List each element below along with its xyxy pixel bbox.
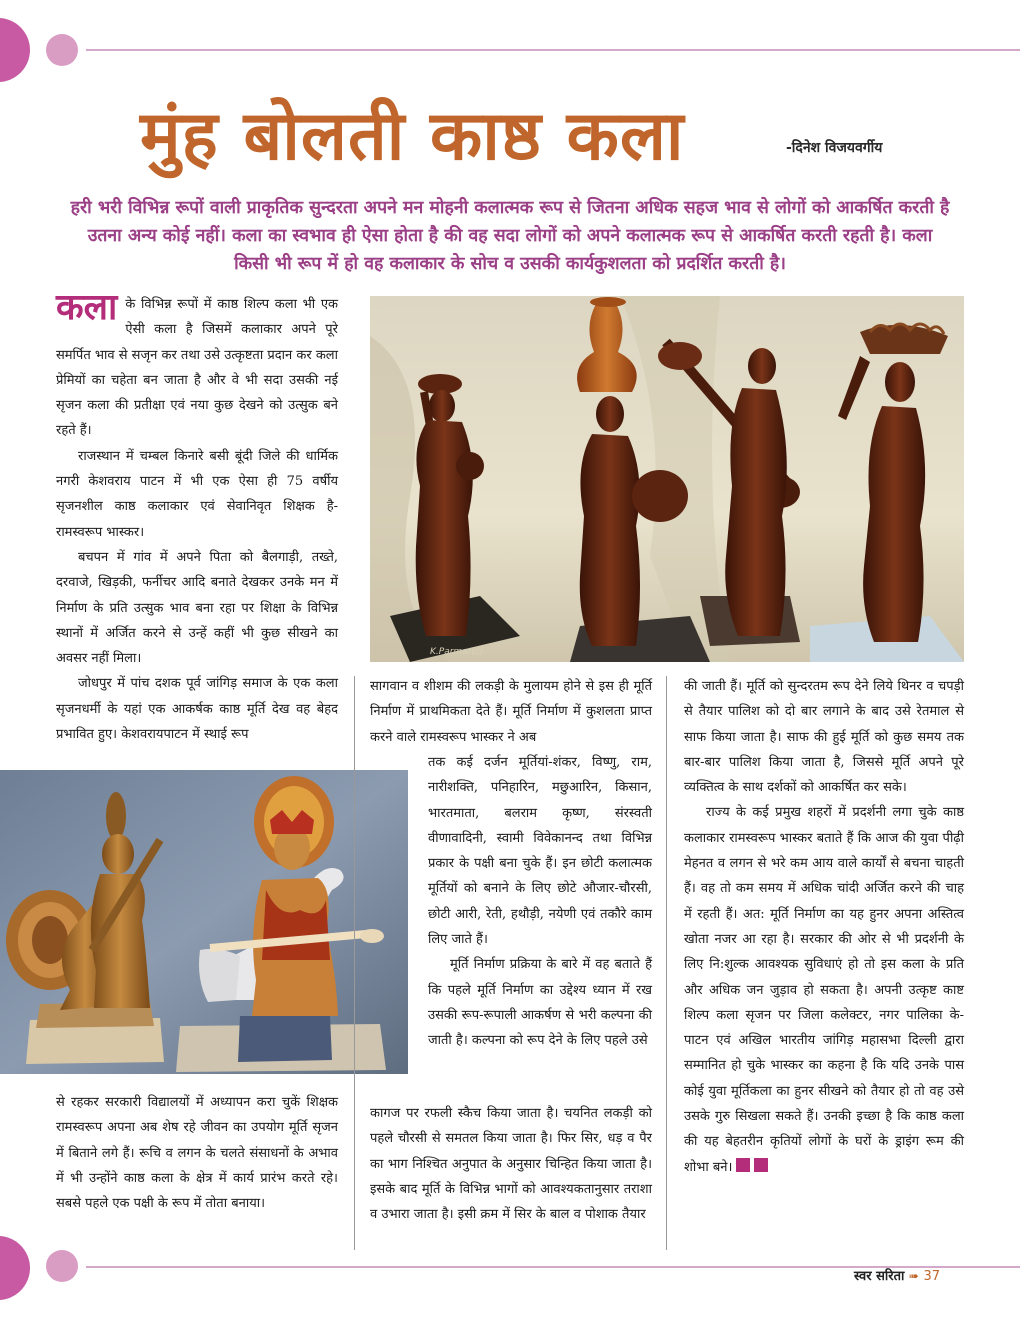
article-intro: हरी भरी विभिन्न रूपों वाली प्राकृतिक सुन्दरता अपने मन मोहनी कलात्मक रूप से जितना अधिक सहज भाव से लोगों को आकर्षित करती है उतना अन्य कोई नहीं। कला का स्वभाव ही ऐसा होता है की वह सदा लोगों को अपने कलात्मक रूप से आकर्षित करती रहती है। कला किसी भी रूप में हो वह कलाकार के सोच व उसकी कार्यकुशलता को प्रदर्शित करती है। [70, 198, 950, 274]
page-number: 37 [923, 1269, 941, 1284]
arrow-icon: ➠ [908, 1269, 919, 1283]
col2-paragraph-1b: तक कई दर्जन मूर्तियां-शंकर, विष्णु, राम, नारीशक्ति, पनिहारिन, मछुआरिन, किसान, भारतमाता, बलराम कृष्ण, संरस्वती वीणावादिनी, स्वामी विवेकानन्द तथा विभिन्न प्रकार के पक्षी बना चुके हैं। इन छोटी कलात्मक मूर्तियों को बनाने के लिए छोटे औजार-चौरसी, छोटी आरी, रेती, हथौड़ी, नयेणी एवं तकौरे काम लिए जाते हैं। [428, 755, 652, 948]
dropcap: कला [56, 287, 118, 328]
photo-four-statues [370, 296, 964, 662]
col1-paragraph-5: से रहकर सरकारी विद्यालयों में अध्यापन करा चुकें शिक्षक रामस्वरूप अपना अब शेष रहे जीवन का उपयोग मूर्ति सृजन में बिताने लगे हैं। रूचि व लगन के चलते संसाधनों के अभाव में भी उन्होंने काष्ठ कला के क्षेत्र में कार्य प्रारंभ करते रहे। सबसे पहले एक पक्षी के रूप में तोता बनाया। [56, 1095, 338, 1212]
decor-circle-small [46, 34, 78, 66]
column-2-top [370, 674, 652, 750]
col3-paragraph-1: की जाती हैं। मूर्ति को सुन्दरतम रूप देने लिये थिनर व चपड़ी से तैयार पालिश को दो बार लगाने के बाद उसे रेतमाल से साफ किया जाता है। साफ की हुई मूर्ति को कुछ समय तक बार-बार पालिश किया जाता है, जिससे मूर्ति अपने पूरे व्यक्तित्व के साथ दर्शकों को आकर्षित कर सके। [684, 679, 964, 796]
column-divider-2 [666, 676, 667, 1250]
col2-paragraph-1a: सागवान व शीशम की लकड़ी के मुलायम होने से इस ही मूर्ति निर्माण में प्राथमिकता देते हैं। मूर्ति निर्माण में कुशलता प्राप्त करने वाले रामस्वरूप भास्कर ने अब [370, 679, 652, 745]
col2-paragraph-2b: कागज पर रफली स्कैच किया जाता है। चयनित लकड़ी को पहले चौरसी से समतल किया जाता है। फिर सिर, धड़ व पैर का भाग निश्चित अनुपात के अनुसार चिन्हित किया जाता है। इसके बाद मूर्ति के विभिन्न भागों को आवश्यकतानुसार तराशा व उभारा जाता है। इसी क्रम में सिर के बाल व पोशाक तैयार [370, 1106, 652, 1223]
column-1-lower [56, 1090, 338, 1216]
photo-two-statues [0, 770, 408, 1074]
col1-paragraph-1: के विभिन्न रूपों में काष्ठ शिल्प कला भी एक ऐसी कला है जिसमें कलाकार अपने पूरे समर्पित भाव से सजृन कर तथा उसे उत्कृष्टता प्रदान कर कला प्रेमियों का चहेता बन जाता है और वे भी सदा उसकी नई सृजन कला की प्रतीक्षा एवं नया कुछ देखने को उत्सुक बने रहते हैं। [56, 297, 338, 439]
column-2-bottom [370, 1101, 652, 1227]
photo-signature: K.Parmar(c) [430, 647, 484, 657]
col2-paragraph-2a: मूर्ति निर्माण प्रक्रिया के बारे में वह बताते हैं कि पहले मूर्ति निर्माण का उद्देश्य ध्यान में रख उसकी रूप-रूपाली आकर्षण से भरी कल्पना की जाती है। कल्पना को रूप देने के लिए पहले उसे [428, 957, 652, 1049]
column-1-upper [56, 287, 338, 747]
statues-illustration [370, 296, 964, 662]
magazine-name: स्वर सरिता [854, 1269, 905, 1284]
page-footer [854, 1266, 940, 1284]
end-mark [736, 1158, 750, 1172]
decor-circle-large-bottom [0, 1236, 30, 1300]
top-rule [86, 49, 1020, 51]
column-2-inset [428, 750, 652, 1054]
article-author: -दिनेश विजयवर्गीय [786, 140, 883, 156]
col3-paragraph-2: राज्य के कई प्रमुख शहरों में प्रदर्शनी लगा चुके काष्ठ कलाकार रामस्वरूप भास्कर बताते हैं कि आज की युवा पीढ़ी मेहनत व लगन से भरे कम आय वाले कार्यों से बचना चाहती हैं। वह तो कम समय में अधिक चांदी अर्जित करने की चाह में रहती हैं। अत: मूर्ति निर्माण का यह हुनर अपना अस्तित्व खोता नजर आ रहा है। सरकार की ओर से भी प्रदर्शनी के लिए नि:शुल्क आवश्यक सुविधाएं हो तो इस कला के प्रति और अधिक जन जुड़ाव हो सकता है। अपनी उत्कृष्ट काष्ट शिल्प कला सृजन पर जिला कलेक्टर, नगर पालिका के- पाटन एवं अखिल भारतीय जांगिड़ महासभा दिल्ली द्वारा सम्मानित हो चुके भास्कर का कहना है कि यदि उनके पास कोई युवा मूर्तिकला का हुनर सीखने को तैयार हो तो वह उसे उसके गुरु सिखला सकते हैं। उनकी इच्छा है कि काष्ठ कला की यह बेहतरीन कृतियों लोगों के घरों के ड्राइंग रूम की शोभा बने। [684, 805, 964, 1175]
column-3 [684, 674, 964, 1180]
decor-circle-small-bottom [46, 1250, 78, 1282]
col1-paragraph-4: जोधपुर में पांच दशक पूर्व जांगिड़ समाज के एक कला सृजनधर्मी के यहां एक आकर्षक काष्ठ मूर्ति देख वह बेहद प्रभावित हुए। केशवरायपाटन में स्थाई रूप [56, 676, 338, 743]
end-mark [754, 1158, 768, 1172]
col1-paragraph-3: बचपन में गांव में अपने पिता को बैलगाड़ी, तख्ते, दरवाजे, खिड़की, फर्नीचर आदि बनाते देखकर उनके मन में निर्माण के प्रति उत्सुक भाव बना रहा पर शिक्षा के विभिन्न स्थानों में अर्जित करने से उन्हें कहीं भी कुछ सीखने का अवसर नहीं मिला। [56, 549, 338, 667]
col1-paragraph-2: राजस्थान में चम्बल किनारे बसी बूंदी जिले की धार्मिक नगरी केशवराय पाटन में भी एक ऐसा ही 75 वर्षीय सृजनशील काष्ठ कलाकार एवं सेवानिवृत शिक्षक है- रामस्वरूप भास्कर। [56, 448, 338, 540]
decor-circle-large [0, 18, 30, 82]
statues-illustration-2 [0, 770, 408, 1074]
column-divider-1 [354, 676, 355, 1250]
article-title: मुंह बोलती काष्ठ कला [140, 97, 685, 176]
